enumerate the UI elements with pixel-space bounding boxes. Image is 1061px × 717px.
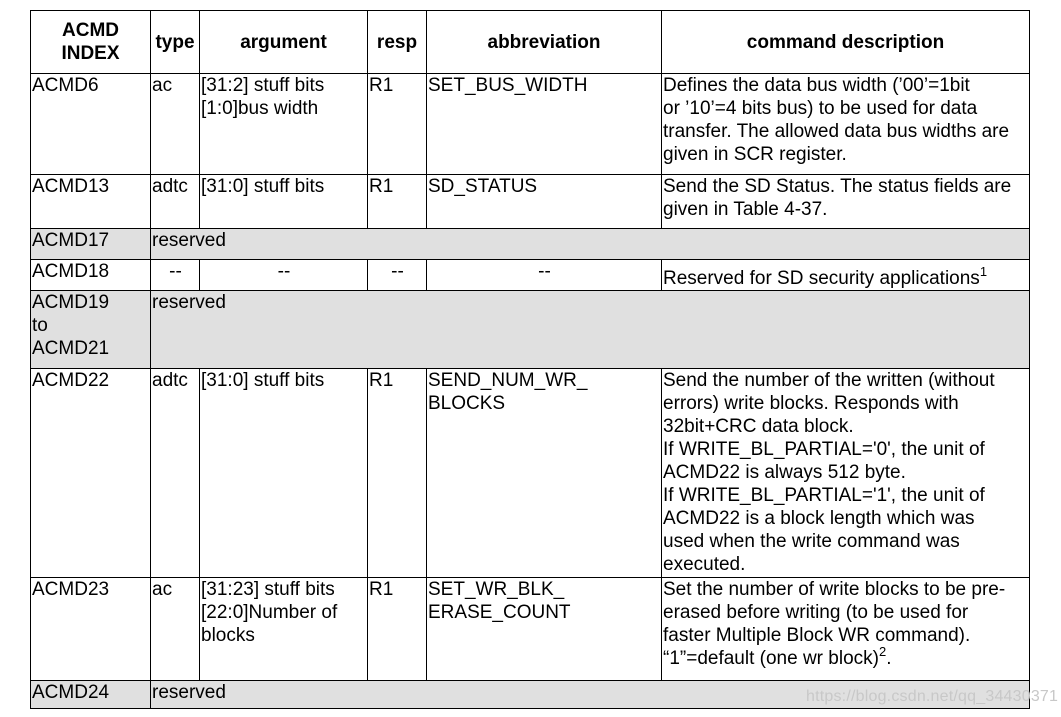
footnote-marker: 1 (979, 264, 988, 279)
header-command-description: command description (662, 11, 1030, 74)
table-row (31, 369, 1030, 578)
cell-argument: [31:2] stuff bits [1:0]bus width (200, 74, 368, 175)
cell-description: Defines the data bus width (’00’=1bit or ’10’=4 bits bus) to be used for data transfer. The allowed data bus widths are given in SCR register. (662, 74, 1030, 175)
cell-index: ACMD13 (31, 175, 151, 229)
cell-reserved: reserved (151, 681, 1030, 709)
cell-resp: R1 (368, 578, 427, 681)
watermark-text: https://blog.csdn.net/qq_34430371 (806, 688, 1059, 705)
footnote-marker: 2 (878, 644, 887, 659)
cell-resp: R1 (368, 74, 427, 175)
cell-abbreviation: SET_WR_BLK_ ERASE_COUNT (427, 578, 662, 681)
description-text: Reserved for SD security applications (663, 268, 980, 289)
cell-argument: [31:0] stuff bits (200, 175, 368, 229)
table-row-reserved (31, 291, 1030, 369)
cell-reserved: reserved (151, 291, 1030, 369)
cell-resp: R1 (368, 175, 427, 229)
cell-abbreviation: SET_BUS_WIDTH (427, 74, 662, 175)
table-row-reserved (31, 229, 1030, 260)
cell-index: ACMD17 (31, 229, 151, 260)
cell-description (662, 578, 1030, 681)
cell-type: -- (151, 260, 200, 291)
cell-index: ACMD18 (31, 260, 151, 291)
cell-reserved: reserved (151, 229, 1030, 260)
cell-index: ACMD6 (31, 74, 151, 175)
header-resp: resp (368, 11, 427, 74)
cell-resp: R1 (368, 369, 427, 578)
cell-type: adtc (151, 369, 200, 578)
cell-argument: [31:0] stuff bits (200, 369, 368, 578)
cell-type: ac (151, 578, 200, 681)
cell-index: ACMD24 (31, 681, 151, 709)
cell-abbreviation: -- (427, 260, 662, 291)
header-argument: argument (200, 11, 368, 74)
cell-index: ACMD22 (31, 369, 151, 578)
header-abbreviation: abbreviation (427, 11, 662, 74)
cell-type: adtc (151, 175, 200, 229)
cell-description (662, 260, 1030, 291)
cell-resp: -- (368, 260, 427, 291)
cell-type: ac (151, 74, 200, 175)
table-header-row (31, 11, 1030, 74)
cell-argument: -- (200, 260, 368, 291)
table-row (31, 260, 1030, 291)
cell-argument: [31:23] stuff bits [22:0]Number of blocks (200, 578, 368, 681)
cell-abbreviation: SEND_NUM_WR_ BLOCKS (427, 369, 662, 578)
cell-index: ACMD19 to ACMD21 (31, 291, 151, 369)
table-row (31, 74, 1030, 175)
cell-description: Send the SD Status. The status fields are given in Table 4-37. (662, 175, 1030, 229)
header-type: type (151, 11, 200, 74)
acmd-command-table (30, 10, 1030, 709)
table-row (31, 175, 1030, 229)
table-row (31, 578, 1030, 681)
cell-index: ACMD23 (31, 578, 151, 681)
cell-description: Send the number of the written (without errors) write blocks. Responds with 32bit+CRC data block. If WRITE_BL_PARTIAL='0', the unit of ACMD22 is always 512 byte. If WRITE_BL_PARTIAL='1', the unit of ACMD22 is a block length which was used when the write command was executed. (662, 369, 1030, 578)
cell-abbreviation: SD_STATUS (427, 175, 662, 229)
description-trailing: . (886, 648, 892, 669)
description-text: Set the number of write blocks to be pre- erased before writing (to be used for faster Multiple Block WR command). “1”=default (one wr block) (663, 579, 1006, 669)
header-acmd-index: ACMD INDEX (31, 11, 151, 74)
